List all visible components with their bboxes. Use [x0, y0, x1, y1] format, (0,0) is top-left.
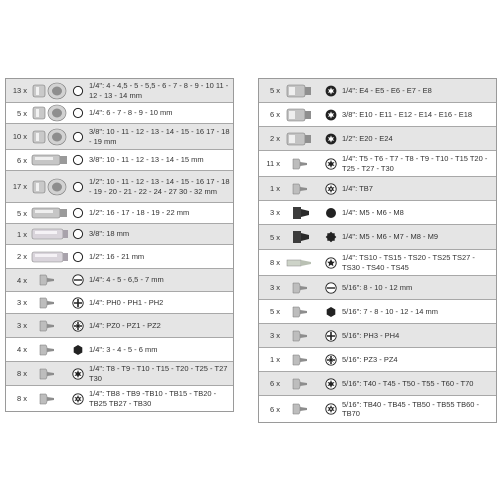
- size-description: 1/4": M5 - M6 - M7 - M8 - M9: [342, 232, 439, 242]
- size-description: 1/4": T5 - T6 - T7 - T8 - T9 - T10 - T15 T20 - T25 - T27 - T30: [342, 154, 488, 173]
- size-description: 1/4": 4 - 5 - 6,5 - 7 mm: [89, 275, 164, 285]
- size-description: 3/8": 18 mm: [89, 229, 130, 239]
- bit-icon: [282, 300, 324, 323]
- quantity-cell: 2 x: [16, 252, 27, 261]
- table-row: [6, 314, 233, 338]
- table-row: [6, 269, 233, 292]
- table-row: [6, 292, 233, 314]
- quantity-cell: 4 x: [16, 275, 27, 285]
- size-description: 3/8": 10 - 11 - 12 - 13 - 14 - 15 - 16 17 - 18 - 19 mm: [89, 127, 230, 146]
- size-description: 1/2": 16 - 17 - 18 - 19 - 22 mm: [89, 208, 190, 218]
- quantity-cell: 5 x: [16, 108, 27, 118]
- size-description: 1/4": PZ0 - PZ1 - PZ2: [89, 320, 161, 330]
- quantity-cell: 4 x: [16, 345, 27, 354]
- size-description: 1/2": E20 - E24: [342, 133, 393, 143]
- size-description: 1/4": M5 - M6 - M8: [342, 207, 404, 217]
- hex-circle-icon: [71, 107, 85, 119]
- size-description: 1/4": PH0 - PH1 - PH2: [89, 297, 164, 307]
- size-description: 1/4": TB8 - TB9 -TB10 - TB15 - TB20 - TB25 TB27 - TB30: [89, 389, 217, 408]
- quantity-cell: 8 x: [269, 258, 280, 267]
- bit-icon: [282, 324, 324, 347]
- quantity-cell: 6 x: [16, 155, 27, 165]
- size-description: 5/16": 8 - 10 - 12 mm: [342, 282, 413, 292]
- size-description: 1/2": 16 - 21 mm: [89, 251, 145, 261]
- quantity-cell: 3 x: [269, 331, 280, 340]
- slot-icon: [324, 282, 338, 294]
- quantity-cell: 13 x: [12, 86, 27, 95]
- size-description: 3/8": 10 - 11 - 12 - 13 - 14 - 15 mm: [89, 155, 204, 165]
- bit-icon: [29, 292, 71, 313]
- hex-circle-icon: [71, 154, 85, 166]
- pozi-icon: [324, 354, 338, 366]
- bit-icon: [29, 338, 71, 361]
- torx-hole-icon: [324, 403, 338, 415]
- torx-icon: [324, 378, 338, 390]
- size-description: 1/4": E4 - E5 - E6 - E7 - E8: [342, 85, 432, 95]
- quantity-cell: 1 x: [269, 184, 280, 193]
- table-row: [259, 396, 496, 422]
- size-description: 1/4": T8 - T9 - T10 - T15 - T20 - T25 - T27 T30: [89, 364, 228, 383]
- quantity-cell: 8 x: [16, 394, 27, 403]
- size-description: 1/4": TS10 - TS15 - TS20 - TS25 TS27 - TS30 - TS40 - TS45: [342, 253, 475, 272]
- quantity-cell: 3 x: [16, 321, 27, 330]
- size-description: 5/16": 7 - 8 - 10 - 12 - 14 mm: [342, 306, 439, 316]
- size-description: 1/4": 6 - 7 - 8 - 9 - 10 mm: [89, 108, 173, 118]
- spline-icon: [324, 207, 338, 219]
- phillips-icon: [71, 297, 85, 309]
- e-socket-icon: [282, 127, 324, 150]
- table-row: [259, 250, 496, 276]
- spark-socket-icon: [29, 245, 71, 268]
- quantity-cell: 1 x: [269, 355, 280, 364]
- quantity-cell: 5 x: [269, 232, 280, 242]
- dark-bit-icon: [282, 201, 324, 224]
- torx-icon: [324, 158, 338, 170]
- table-row: [6, 224, 233, 245]
- table-row: [6, 362, 233, 386]
- bit-icon: [282, 151, 324, 176]
- quantity-cell: 2 x: [269, 134, 280, 143]
- size-description: 1/2": 10 - 11 - 12 - 13 - 14 - 15 - 16 17 - 18 - 19 - 20 - 21 - 22 - 24 - 27 30 - 32 mm: [89, 177, 230, 196]
- torx-hole-icon: [71, 393, 85, 405]
- quantity-cell: 10 x: [12, 132, 27, 141]
- hex-circle-icon: [71, 207, 85, 219]
- size-description: 5/16": PH3 - PH4: [342, 330, 400, 340]
- hexagon-icon: [71, 344, 85, 356]
- size-description: 5/16": PZ3 - PZ4: [342, 354, 398, 364]
- dark-bit-icon: [282, 225, 324, 249]
- bit-icon: [29, 314, 71, 337]
- hex-circle-icon: [71, 131, 85, 143]
- size-description: 5/16": TB40 - TB45 - TB50 - TB55 TB60 - TB70: [342, 399, 480, 418]
- table-row: [259, 103, 496, 127]
- bit-icon: [282, 396, 324, 422]
- hexagon-icon: [324, 306, 338, 318]
- spark-socket-icon: [29, 224, 71, 244]
- torx-e-icon: [324, 133, 338, 145]
- table-row: [259, 348, 496, 372]
- table-row: [259, 225, 496, 250]
- short-socket-icon: [29, 124, 71, 149]
- bit-icon: [282, 372, 324, 395]
- table-row: [259, 372, 496, 396]
- table-row: [259, 324, 496, 348]
- table-row: [259, 177, 496, 201]
- table-row: [6, 171, 233, 203]
- torx-e-icon: [324, 85, 338, 97]
- bit-icon: [29, 362, 71, 385]
- quantity-cell: 5 x: [16, 208, 27, 218]
- right-parts-table: [258, 78, 497, 423]
- quantity-cell: 3 x: [16, 298, 27, 307]
- table-row: [6, 150, 233, 171]
- bit-icon: [29, 269, 71, 291]
- quantity-cell: 1 x: [16, 229, 27, 239]
- e-socket-icon: [282, 79, 324, 102]
- quantity-cell: 5 x: [269, 86, 280, 95]
- quantity-cell: 17 x: [12, 182, 27, 191]
- quantity-cell: 8 x: [16, 369, 27, 378]
- hex-circle-icon: [71, 85, 85, 97]
- hex-circle-icon: [71, 228, 85, 240]
- quantity-cell: 3 x: [269, 283, 280, 292]
- short-socket-icon: [29, 79, 71, 102]
- table-row: [6, 338, 233, 362]
- table-row: [6, 103, 233, 124]
- spline-12-icon: [324, 231, 338, 243]
- table-row: [6, 124, 233, 150]
- quantity-cell: 6 x: [269, 404, 280, 414]
- table-row: [259, 276, 496, 300]
- bit-icon: [29, 386, 71, 411]
- size-description: 1/4": 4 - 4,5 - 5 - 5,5 - 6 - 7 - 8 - 9 - 10 11 - 12 - 13 - 14 mm: [89, 81, 229, 100]
- table-row: [259, 151, 496, 177]
- table-row: [259, 201, 496, 225]
- long-socket-icon: [29, 150, 71, 170]
- short-socket-icon: [29, 103, 71, 123]
- hex-circle-icon: [71, 251, 85, 263]
- quantity-cell: 11 x: [266, 159, 280, 168]
- torx-icon: [71, 368, 85, 380]
- table-row: [6, 245, 233, 269]
- pentalobe-icon: [324, 257, 338, 269]
- quantity-cell: 6 x: [269, 379, 280, 388]
- table-row: [6, 203, 233, 224]
- long-socket-icon: [29, 203, 71, 223]
- bit-icon: [282, 348, 324, 371]
- pozi-icon: [71, 320, 85, 332]
- size-description: 1/4": 3 - 4 - 5 - 6 mm: [89, 344, 158, 354]
- table-row: [6, 386, 233, 411]
- long-bit-icon: [282, 250, 324, 275]
- quantity-cell: 5 x: [269, 307, 280, 316]
- phillips-icon: [324, 330, 338, 342]
- quantity-cell: 3 x: [269, 208, 280, 217]
- slot-icon: [71, 274, 85, 286]
- torx-e-icon: [324, 109, 338, 121]
- size-description: 1/4": TB7: [342, 183, 373, 193]
- size-description: 5/16": T40 - T45 - T50 - T55 - T60 - T70: [342, 378, 474, 388]
- torx-hole-icon: [324, 183, 338, 195]
- size-description: 3/8": E10 - E11 - E12 - E14 - E16 - E18: [342, 109, 473, 119]
- short-socket-icon: [29, 171, 71, 202]
- table-row: [259, 127, 496, 151]
- left-parts-table: [5, 78, 234, 412]
- bit-icon: [282, 177, 324, 200]
- hex-circle-icon: [71, 181, 85, 193]
- bit-icon: [282, 276, 324, 299]
- table-row: [259, 300, 496, 324]
- table-row: [259, 79, 496, 103]
- e-socket-icon: [282, 103, 324, 126]
- table-row: [6, 79, 233, 103]
- quantity-cell: 6 x: [269, 110, 280, 119]
